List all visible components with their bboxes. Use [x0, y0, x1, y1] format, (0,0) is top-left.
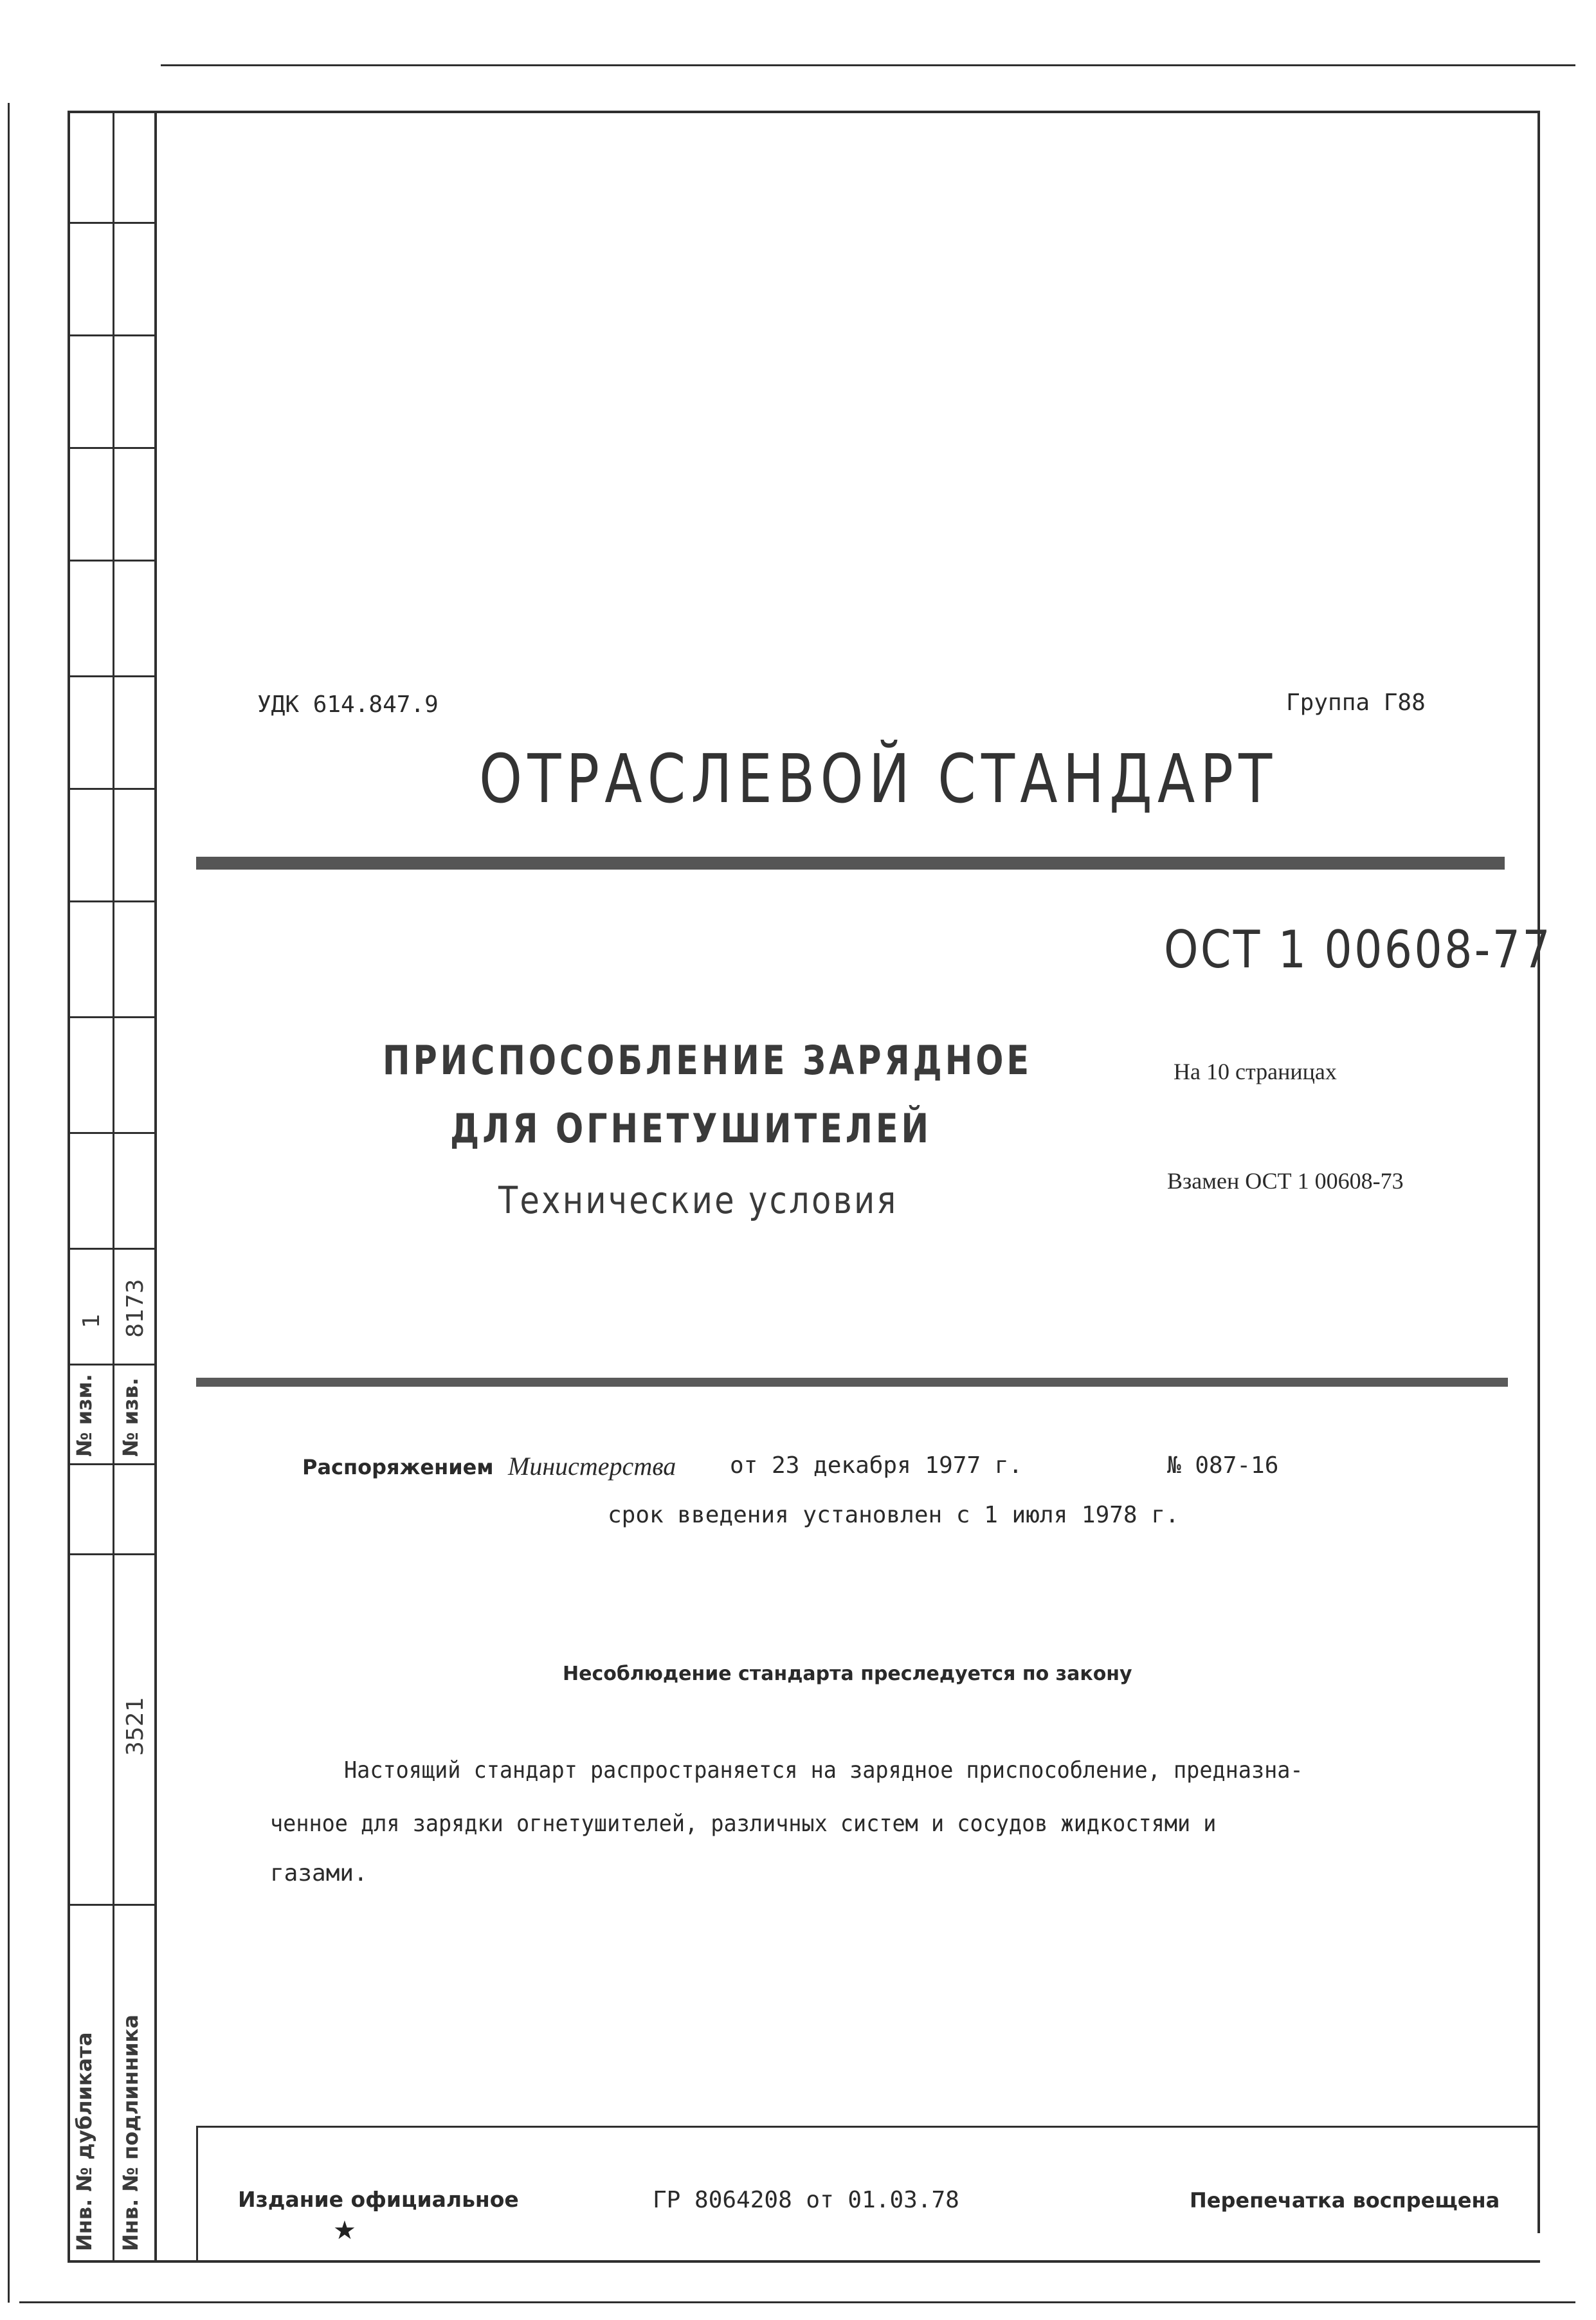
stamp-izv-label: № изв. — [118, 1377, 143, 1457]
stamp-inv-podl-value: 3521 — [122, 1697, 149, 1756]
order-authority: Министерства — [508, 1452, 676, 1481]
stamp-inv-podl-label: Инв. № подлинника — [118, 2014, 143, 2251]
scope-line-2: ченное для зарядки огнетушителей, различных систем и сосудов жидкостями и — [270, 1811, 1217, 1837]
document-title: ОТРАСЛЕВОЙ СТАНДАРТ — [479, 740, 1278, 818]
footer-rule — [196, 2126, 1540, 2128]
top-edge-line — [161, 64, 1575, 66]
frame-right — [1537, 111, 1540, 2233]
stamp-row-line — [68, 447, 155, 449]
stamp-row-line — [68, 1132, 155, 1134]
title-rule — [196, 857, 1505, 870]
stamp-row-line — [68, 560, 155, 562]
legal-notice: Несоблюдение стандарта преследуется по закону — [563, 1663, 1132, 1685]
footer-left-rule — [196, 2126, 198, 2263]
stamp-row-line — [68, 788, 155, 790]
stamp-izm-value: 1 — [78, 1313, 105, 1328]
stamp-row-line — [68, 334, 155, 336]
section-rule — [196, 1378, 1508, 1387]
effective-date: срок введения установлен с 1 июля 1978 г. — [608, 1502, 1179, 1528]
order-date: от 23 декабря 1977 г. — [730, 1452, 1023, 1479]
frame-stamp-right — [154, 111, 157, 2263]
stamp-row-line — [68, 1463, 155, 1465]
frame-top — [68, 111, 1540, 113]
order-label: Распоряжением — [302, 1455, 494, 1479]
edition-label: Издание официальное — [238, 2187, 519, 2212]
standard-name-line1: ПРИСПОСОБЛЕНИЕ ЗАРЯДНОЕ — [383, 1037, 1033, 1084]
order-number: № 087-16 — [1167, 1452, 1279, 1479]
reprint-notice: Перепечатка воспрещена — [1190, 2188, 1500, 2213]
stamp-izm-label: № изм. — [72, 1374, 96, 1457]
stamp-row-line — [68, 222, 155, 224]
edition-star: ★ — [333, 2216, 356, 2245]
udk-code: УДК 614.847.9 — [257, 691, 439, 718]
registration-number: ГР 8064208 от 01.03.78 — [653, 2187, 959, 2213]
frame-left — [68, 111, 70, 2263]
scope-line-3: газами. — [270, 1860, 368, 1886]
stamp-row-line — [68, 675, 155, 677]
left-edge-line — [8, 103, 10, 2303]
stamp-izv-value: 8173 — [122, 1279, 149, 1338]
stamp-row-line — [68, 1904, 155, 1906]
stamp-inv-dubl-label: Инв. № дубликата — [72, 2032, 96, 2251]
stamp-row-line — [68, 1364, 155, 1366]
replaces-standard: Взамен ОСТ 1 00608-73 — [1167, 1168, 1404, 1194]
pages-count: На 10 страницах — [1174, 1059, 1337, 1084]
stamp-row-line — [68, 1016, 155, 1018]
frame-left-inner — [113, 111, 114, 2263]
bottom-edge-line — [19, 2301, 1575, 2303]
standard-name-line2: ДЛЯ ОГНЕТУШИТЕЛЕЙ — [450, 1105, 932, 1152]
scope-line-1: Настоящий стандарт распространяется на зарядное приспособление, предназна- — [344, 1757, 1303, 1784]
stamp-row-line — [68, 1553, 155, 1555]
frame-bottom — [68, 2260, 1540, 2263]
stamp-row-line — [68, 1248, 155, 1250]
group-code: Группа Г88 — [1286, 690, 1426, 716]
standard-number: ОСТ 1 00608-77 — [1164, 920, 1553, 980]
standard-name-line3: Технические условия — [498, 1178, 898, 1222]
stamp-row-line — [68, 900, 155, 902]
